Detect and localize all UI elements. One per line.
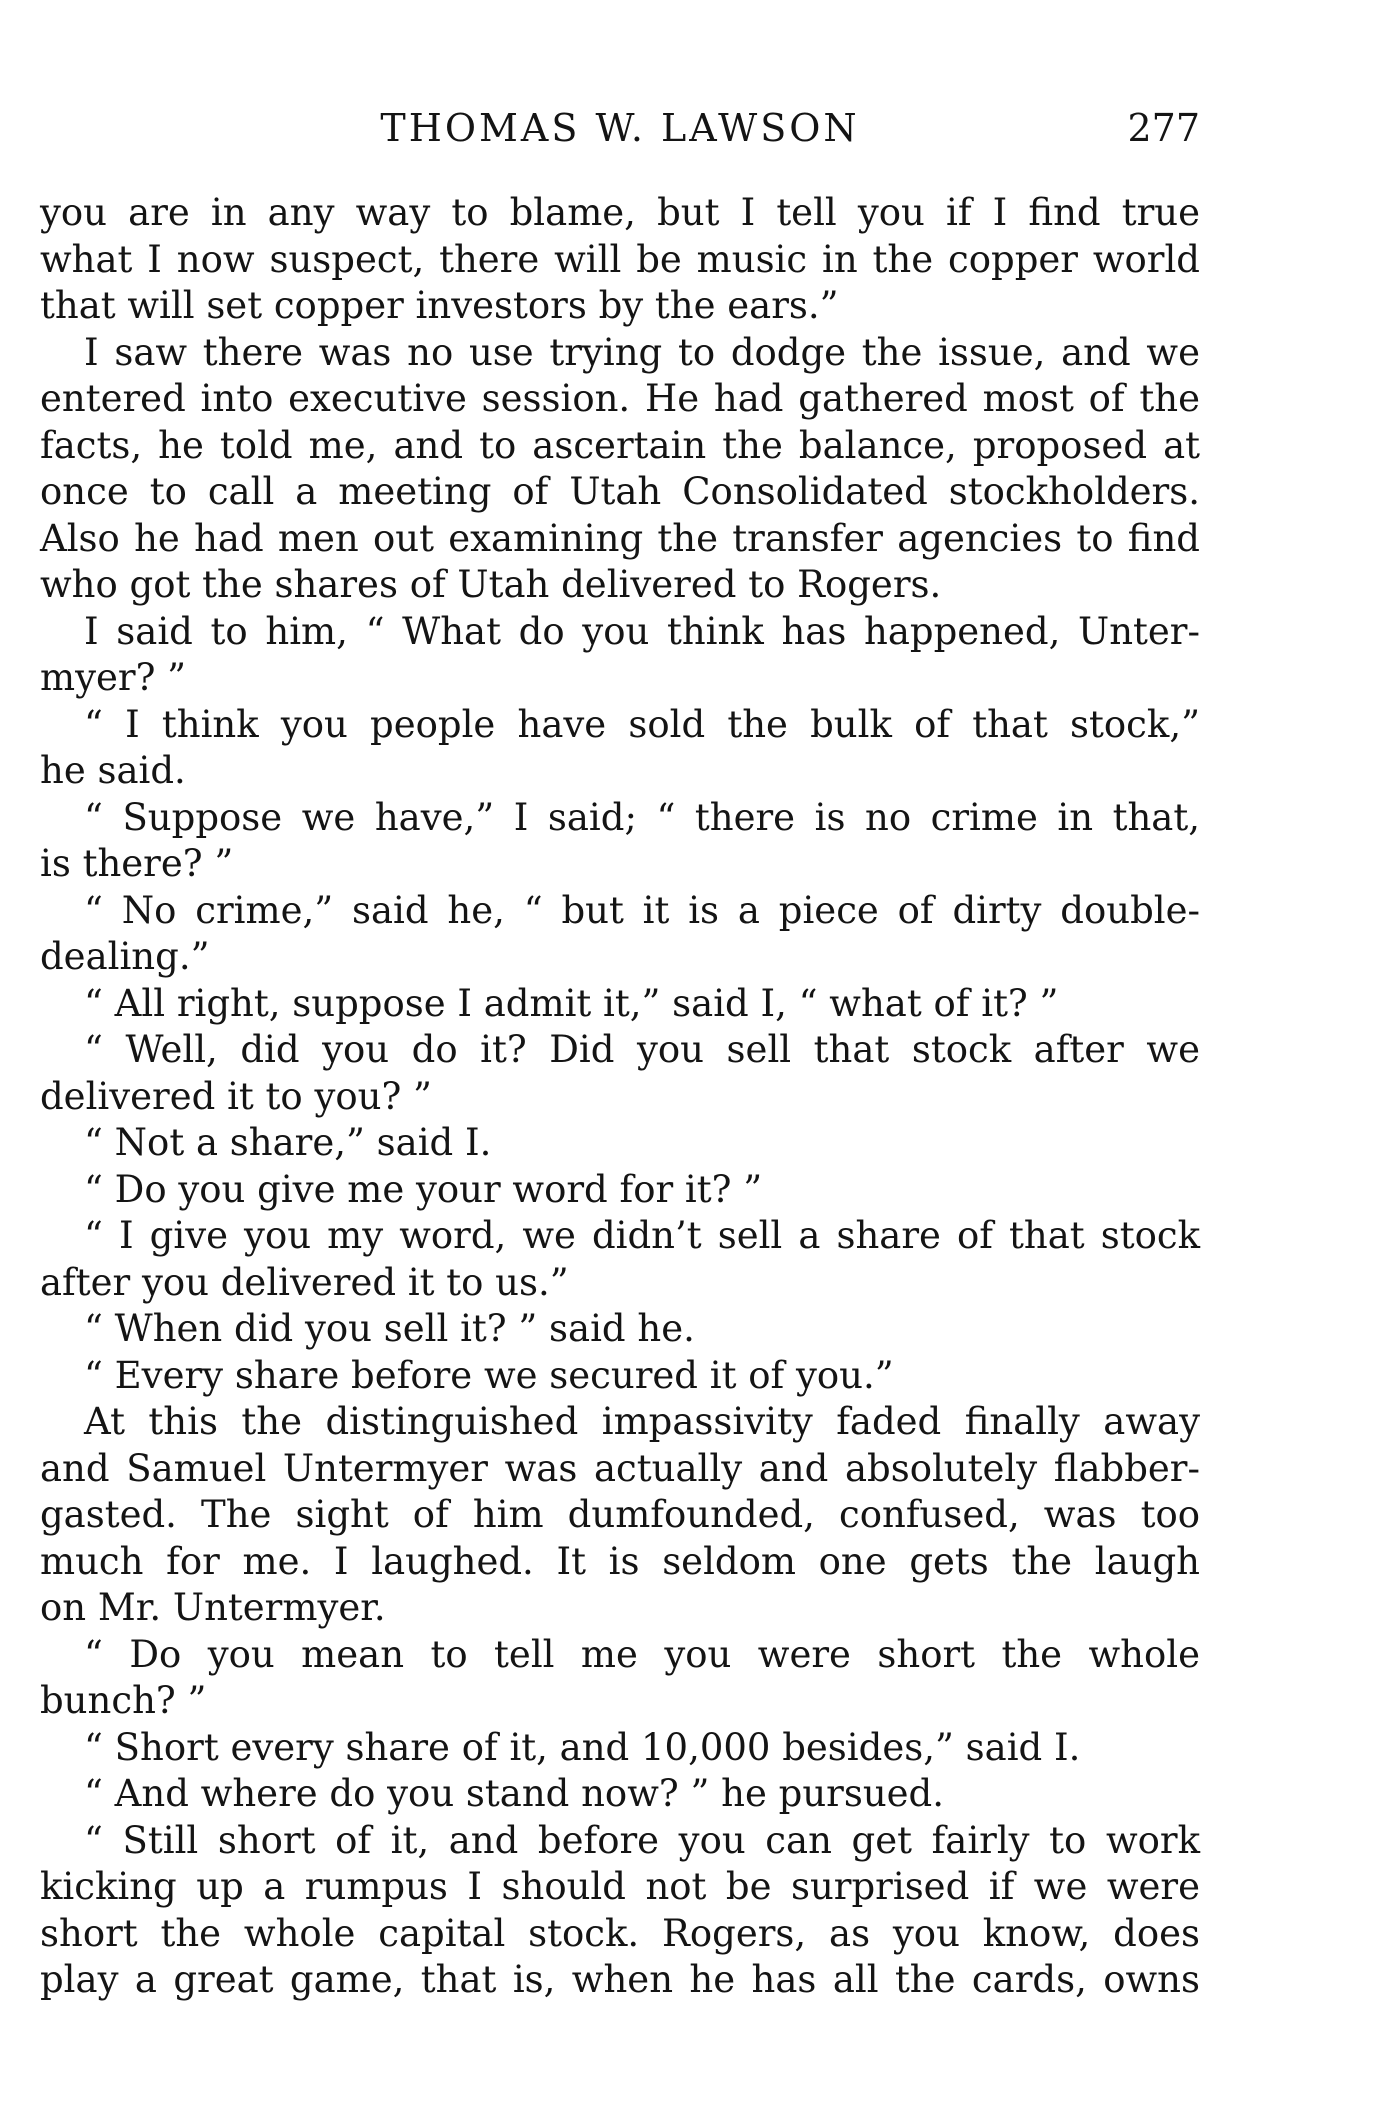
text-line: short the whole capital stock. Rogers, as you know, does — [40, 1911, 1200, 1955]
text-line: “ Do you mean to tell me you were short the whole — [84, 1632, 1200, 1676]
text-line: once to call a meeting of Utah Consolidated stockholders. — [40, 470, 1200, 513]
text-line: kicking up a rumpus I should not be surprised if we were — [40, 1865, 1200, 1908]
text-line: he said. — [40, 749, 186, 792]
running-head: THOMAS W. LAWSON — [380, 106, 860, 150]
text-line: gasted. The sight of him dumfounded, confused, was too — [40, 1493, 1200, 1536]
text-line: I saw there was no use trying to dodge the issue, and we — [84, 330, 1200, 374]
text-line: who got the shares of Utah delivered to Rogers. — [40, 563, 942, 606]
page-number: 277 — [1127, 106, 1200, 150]
text-line: entered into executive session. He had gathered most of the — [40, 377, 1200, 420]
text-line: what I now suspect, there will be music in the copper world — [40, 237, 1200, 281]
text-line: that will set copper investors by the ears.” — [40, 284, 839, 327]
text-line: “ Still short of it, and before you can get fairly to work — [84, 1818, 1200, 1862]
text-line: “ Do you give me your word for it? ” — [84, 1167, 763, 1211]
text-line: is there? ” — [40, 842, 234, 885]
text-line: “ And where do you stand now? ” he pursued. — [84, 1772, 944, 1815]
text-line: dealing.” — [40, 935, 210, 978]
text-line: delivered it to you? ” — [40, 1074, 432, 1118]
text-line: At this the distinguished impassivity faded finally away — [84, 1400, 1200, 1443]
text-line: “ Short every share of it, and 10,000 besides,” said I. — [84, 1725, 1081, 1769]
text-line: bunch? ” — [40, 1679, 207, 1722]
text-line: “ Every share before we secured it of you.” — [84, 1353, 894, 1397]
text-line: and Samuel Untermyer was actually and absolutely flabber- — [40, 1446, 1200, 1490]
body-text — [40, 190, 1200, 2004]
page-header — [40, 100, 1200, 160]
text-line: much for me. I laughed. It is seldom one gets the laugh — [40, 1539, 1200, 1583]
text-line: play a great game, that is, when he has all the cards, owns — [40, 1958, 1200, 2001]
text-line: I said to him, “ What do you think has happened, Unter- — [84, 609, 1200, 653]
text-line: myer? ” — [40, 656, 187, 699]
text-line: “ Not a share,” said I. — [84, 1121, 492, 1164]
text-line: on Mr. Untermyer. — [40, 1586, 386, 1629]
text-line: facts, he told me, and to ascertain the balance, proposed at — [40, 423, 1200, 467]
text-line: “ All right, suppose I admit it,” said I, “ what of it? ” — [84, 981, 1059, 1025]
text-line: Also he had men out examining the transfer agencies to find — [40, 516, 1200, 560]
text-line: “ Well, did you do it? Did you sell that stock after we — [84, 1028, 1200, 1071]
text-line: “ I give you my word, we didn’t sell a share of that stock — [84, 1214, 1200, 1257]
text-line: “ I think you people have sold the bulk of that stock,” — [84, 702, 1200, 746]
text-line: “ When did you sell it? ” said he. — [84, 1307, 695, 1350]
text-line: “ No crime,” said he, “ but it is a piece of dirty double- — [84, 888, 1200, 932]
text-line: you are in any way to blame, but I tell you if I find true — [40, 191, 1200, 234]
text-line: “ Suppose we have,” I said; “ there is no crime in that, — [84, 795, 1200, 839]
text-line: after you delivered it to us.” — [40, 1260, 569, 1304]
